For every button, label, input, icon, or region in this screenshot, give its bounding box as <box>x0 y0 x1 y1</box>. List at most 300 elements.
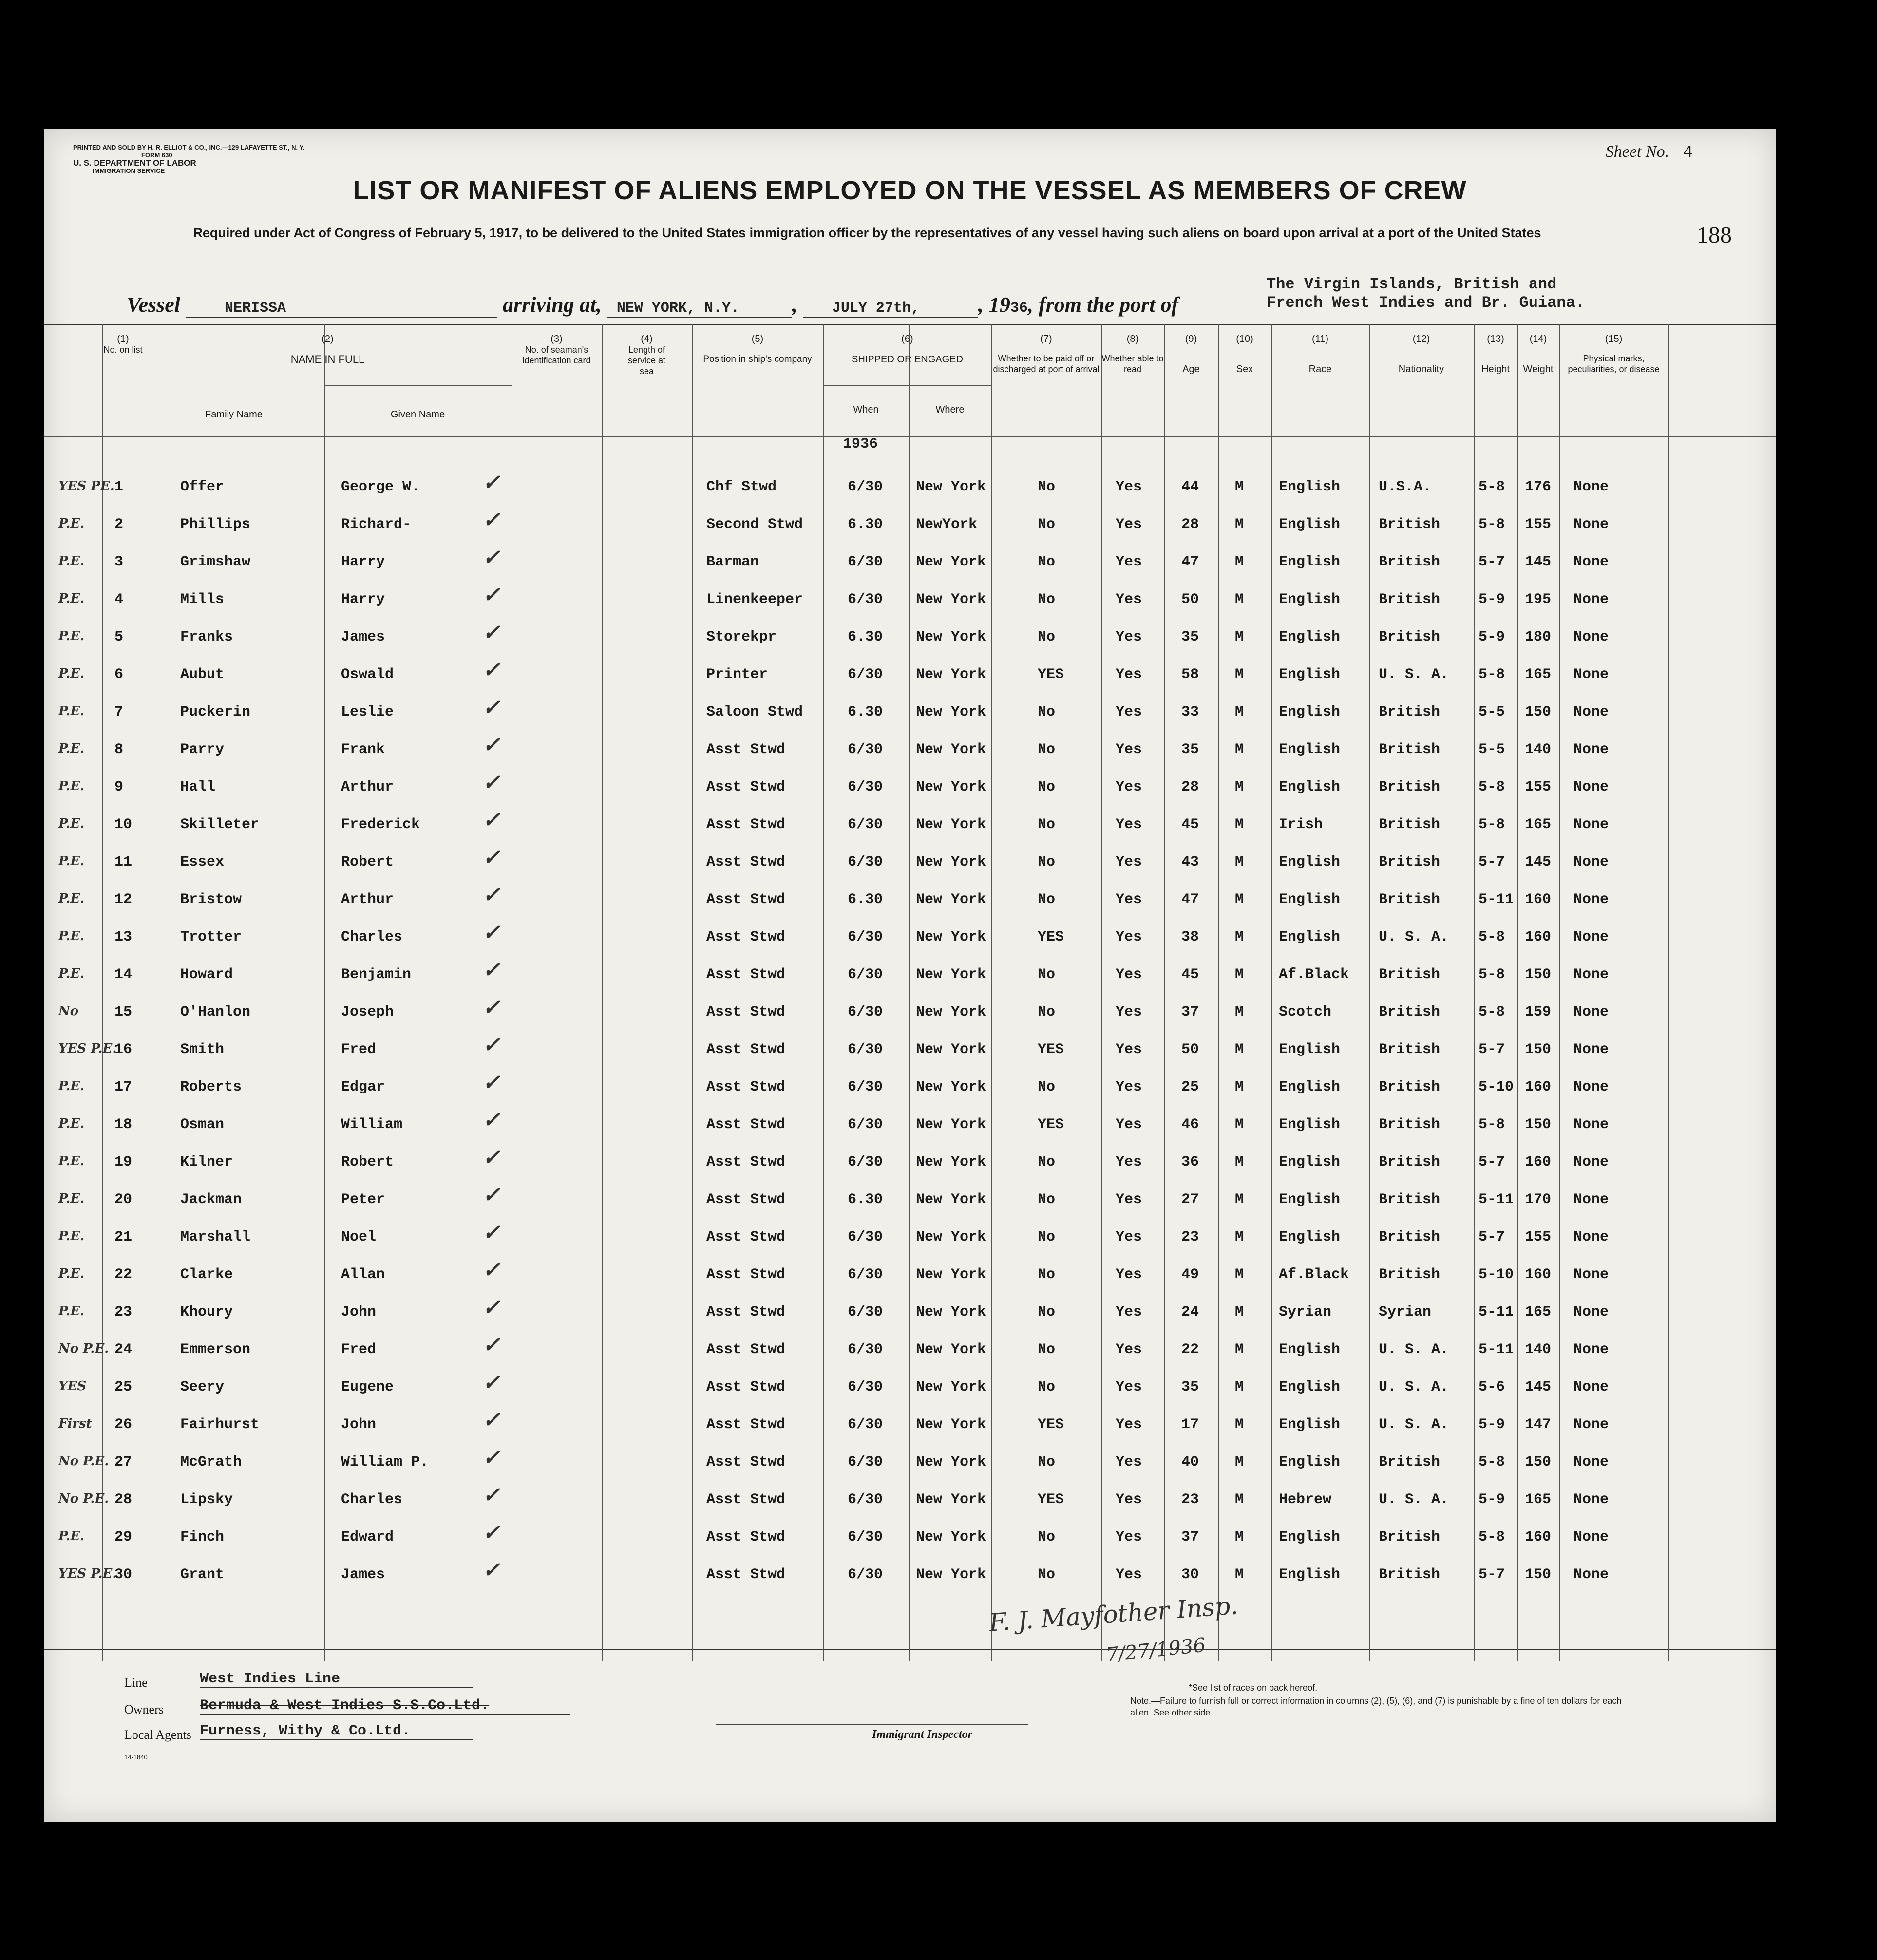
cell-family: Lipsky <box>180 1491 233 1508</box>
cell-mark: P.E. <box>58 666 85 681</box>
cell-race: English <box>1279 741 1341 758</box>
table-row <box>44 1408 1776 1445</box>
cell-nationality: British <box>1379 1004 1441 1020</box>
cell-mark: P.E. <box>58 1304 85 1319</box>
cell-marks: None <box>1574 966 1609 983</box>
cell-sex: M <box>1235 1341 1244 1358</box>
cell-sex: M <box>1235 854 1244 870</box>
cell-where: New York <box>916 1154 986 1170</box>
check-mark-icon: ✓ <box>482 1333 500 1357</box>
cell-family: Roberts <box>180 1079 242 1095</box>
cell-position: Asst Stwd <box>706 1191 786 1208</box>
cell-mark: P.E. <box>58 1116 85 1131</box>
cell-when: 6.30 <box>848 1191 883 1208</box>
line-value: West Indies Line <box>200 1671 473 1688</box>
check-mark-icon: ✓ <box>482 1408 500 1432</box>
cell-race: Irish <box>1279 816 1323 833</box>
table-row <box>44 1370 1776 1407</box>
table-top-rule <box>44 324 1776 325</box>
check-mark-icon: ✓ <box>482 620 500 645</box>
cell-position: Asst Stwd <box>706 1529 786 1545</box>
sheet-value: 4 <box>1683 144 1693 162</box>
cell-race: English <box>1279 1341 1341 1358</box>
cell-age: 35 <box>1181 629 1199 645</box>
cell-family: Grimshaw <box>180 554 251 570</box>
from-port-line2: French West Indies and Br. Guiana. <box>1267 294 1585 312</box>
cell-sex: M <box>1235 1191 1244 1208</box>
cell-mark: No P.E. <box>58 1454 109 1469</box>
cell-mark: P.E. <box>58 704 85 718</box>
cell-mark: P.E. <box>58 1266 85 1281</box>
cell-read: Yes <box>1116 1004 1142 1020</box>
cell-mark: No P.E. <box>58 1491 109 1506</box>
cell-weight: 145 <box>1525 1379 1552 1395</box>
table-row <box>44 1333 1776 1370</box>
cell-paid: No <box>1038 816 1056 833</box>
cell-where: New York <box>916 741 986 758</box>
cell-mark: No P.E. <box>58 1341 109 1356</box>
cell-no: 2 <box>114 516 124 533</box>
cell-where: New York <box>916 1304 986 1320</box>
cell-marks: None <box>1574 1491 1609 1508</box>
cell-read: Yes <box>1116 1416 1142 1433</box>
shipped-subrule <box>823 385 991 386</box>
cell-mark: YES P.E. <box>58 1566 117 1581</box>
cell-family: Aubut <box>180 666 225 683</box>
check-mark-icon: ✓ <box>482 1145 500 1170</box>
cell-when: 6.30 <box>848 704 883 720</box>
cell-marks: None <box>1574 1529 1609 1545</box>
cell-nationality: British <box>1379 779 1441 795</box>
cell-race: English <box>1279 1041 1341 1058</box>
cell-where: New York <box>916 1529 986 1545</box>
cell-nationality: British <box>1379 1116 1441 1133</box>
cell-given: Harry <box>341 591 385 608</box>
cell-family: Grant <box>180 1566 225 1583</box>
cell-weight: 155 <box>1525 516 1552 533</box>
col-7-header: (7) Whether to be paid off or discharged at port of arrival <box>993 334 1100 374</box>
cell-where: New York <box>916 854 986 870</box>
cell-height: 5-10 <box>1479 1266 1514 1283</box>
cell-sex: M <box>1235 1491 1244 1508</box>
cell-when: 6/30 <box>848 1004 883 1020</box>
cell-height: 5-9 <box>1479 1416 1505 1433</box>
agents-value: Furness, Withy & Co.Ltd. <box>200 1723 473 1740</box>
cell-mark: P.E. <box>58 741 85 756</box>
cell-position: Barman <box>706 554 759 570</box>
cell-when: 6/30 <box>848 591 883 608</box>
cell-mark: P.E. <box>58 779 85 793</box>
check-mark-icon: ✓ <box>482 1370 500 1395</box>
cell-position: Printer <box>706 666 768 683</box>
cell-family: Franks <box>180 629 233 645</box>
cell-mark: P.E. <box>58 966 85 981</box>
cell-where: New York <box>916 1266 986 1283</box>
cell-family: Emmerson <box>180 1341 251 1358</box>
cell-age: 35 <box>1181 1379 1199 1395</box>
cell-given: William <box>341 1116 403 1133</box>
col-2-header: (2) NAME IN FULL <box>290 334 365 365</box>
cell-read: Yes <box>1116 1116 1142 1133</box>
cell-marks: None <box>1574 779 1609 795</box>
cell-no: 25 <box>114 1379 133 1395</box>
cell-marks: None <box>1574 516 1609 533</box>
cell-read: Yes <box>1116 666 1142 683</box>
check-mark-icon: ✓ <box>482 695 500 720</box>
cell-read: Yes <box>1116 1079 1142 1095</box>
cell-mark: P.E. <box>58 1079 85 1093</box>
cell-where: New York <box>916 704 986 720</box>
cell-height: 5-9 <box>1479 591 1505 608</box>
cell-race: English <box>1279 929 1341 945</box>
cell-age: 23 <box>1181 1229 1199 1245</box>
cell-marks: None <box>1574 816 1609 833</box>
cell-family: Marshall <box>180 1229 251 1245</box>
cell-no: 9 <box>114 779 124 795</box>
cell-where: New York <box>916 1341 986 1358</box>
cell-given: Frederick <box>341 816 420 833</box>
cell-read: Yes <box>1116 629 1142 645</box>
cell-where: New York <box>916 966 986 983</box>
cell-race: English <box>1279 554 1341 570</box>
cell-when: 6/30 <box>848 1229 883 1245</box>
cell-paid: No <box>1038 1154 1056 1170</box>
cell-no: 21 <box>114 1229 133 1245</box>
cell-weight: 147 <box>1525 1416 1552 1433</box>
cell-when: 6/30 <box>848 1416 883 1433</box>
cell-mark: YES P.E. <box>58 1041 117 1056</box>
cell-weight: 145 <box>1525 554 1552 570</box>
table-row <box>44 1258 1776 1295</box>
cell-family: Mills <box>180 591 225 608</box>
cell-marks: None <box>1574 1079 1609 1095</box>
cell-when: 6/30 <box>848 1154 883 1170</box>
cell-when: 6.30 <box>848 629 883 645</box>
cell-height: 5-11 <box>1479 1191 1514 1208</box>
cell-height: 5-8 <box>1479 1529 1505 1545</box>
cell-position: Asst Stwd <box>706 1004 786 1020</box>
col-8-header: (8) Whether able to read <box>1101 334 1164 374</box>
cell-no: 29 <box>114 1529 133 1545</box>
cell-sex: M <box>1235 1116 1244 1133</box>
cell-weight: 150 <box>1525 1116 1552 1133</box>
cell-position: Asst Stwd <box>706 1154 786 1170</box>
cell-where: New York <box>916 1379 986 1395</box>
cell-given: William P. <box>341 1454 429 1470</box>
cell-paid: No <box>1038 591 1056 608</box>
cell-when: 6/30 <box>848 1041 883 1058</box>
cell-where: New York <box>916 929 986 945</box>
cell-when: 6/30 <box>848 1304 883 1320</box>
cell-where: New York <box>916 816 986 833</box>
cell-paid: No <box>1038 891 1056 908</box>
cell-race: English <box>1279 704 1341 720</box>
cell-weight: 140 <box>1525 1341 1552 1358</box>
cell-age: 47 <box>1181 891 1199 908</box>
cell-sex: M <box>1235 591 1244 608</box>
cell-no: 5 <box>114 629 124 645</box>
cell-weight: 159 <box>1525 1004 1552 1020</box>
cell-read: Yes <box>1116 591 1142 608</box>
cell-where: NewYork <box>916 516 978 533</box>
cell-weight: 150 <box>1525 1566 1552 1583</box>
cell-read: Yes <box>1116 1566 1142 1583</box>
race-note: *See list of races on back hereof. <box>1189 1683 1318 1693</box>
cell-marks: None <box>1574 629 1609 645</box>
cell-read: Yes <box>1116 891 1142 908</box>
subtitle: Required under Act of Congress of February 5, 1917, to be delivered to the United States immigration officer by the representatives of any vessel having such aliens on board upon arrival at a port of the United States <box>193 226 1541 240</box>
table-row <box>44 1558 1776 1595</box>
table-row <box>44 1295 1776 1332</box>
cell-race: English <box>1279 891 1341 908</box>
table-row <box>44 658 1776 695</box>
check-mark-icon: ✓ <box>482 1295 500 1320</box>
cell-sex: M <box>1235 1529 1244 1545</box>
cell-no: 16 <box>114 1041 133 1058</box>
cell-race: Af.Black <box>1279 1266 1349 1283</box>
cell-weight: 160 <box>1525 1266 1552 1283</box>
col-1-header: (1) No. on list <box>103 334 143 355</box>
cell-no: 12 <box>114 891 133 908</box>
cell-no: 19 <box>114 1154 133 1170</box>
table-row <box>44 470 1776 507</box>
cell-position: Asst Stwd <box>706 1379 786 1395</box>
cell-race: English <box>1279 779 1341 795</box>
check-mark-icon: ✓ <box>482 733 500 757</box>
cell-where: New York <box>916 1004 986 1020</box>
check-mark-icon: ✓ <box>482 883 500 907</box>
cell-age: 45 <box>1181 966 1199 983</box>
cell-race: English <box>1279 516 1341 533</box>
cell-read: Yes <box>1116 1341 1142 1358</box>
cell-no: 18 <box>114 1116 133 1133</box>
cell-where: New York <box>916 1454 986 1470</box>
cell-no: 11 <box>114 854 133 870</box>
cell-position: Asst Stwd <box>706 1566 786 1583</box>
cell-age: 50 <box>1181 591 1199 608</box>
check-mark-icon: ✓ <box>482 658 500 682</box>
cell-family: Offer <box>180 479 225 495</box>
when-header: When <box>853 404 879 415</box>
cell-position: Asst Stwd <box>706 1454 786 1470</box>
given-name-header: Given Name <box>390 409 445 420</box>
cell-read: Yes <box>1116 854 1142 870</box>
vessel-line: Vessel NERISSA arriving at, NEW YORK, N.Y. , JULY 27th, , 1936, from the port of <box>127 293 1179 317</box>
page-title: LIST OR MANIFEST OF ALIENS EMPLOYED ON THE VESSEL AS MEMBERS OF CREW <box>353 176 1467 205</box>
cell-race: English <box>1279 479 1341 495</box>
cell-position: Asst Stwd <box>706 854 786 870</box>
col-12-header: (12) Nationality <box>1398 334 1444 375</box>
cell-nationality: British <box>1379 1041 1441 1058</box>
page-number: 188 <box>1697 222 1732 248</box>
cell-no: 26 <box>114 1416 133 1433</box>
cell-paid: No <box>1038 966 1056 983</box>
cell-age: 46 <box>1181 1116 1199 1133</box>
cell-no: 4 <box>114 591 124 608</box>
check-mark-icon: ✓ <box>482 470 500 495</box>
cell-weight: 160 <box>1525 891 1552 908</box>
cell-sex: M <box>1235 779 1244 795</box>
cell-mark: P.E. <box>58 854 85 868</box>
inspector-signature-line <box>716 1724 1028 1725</box>
cell-sex: M <box>1235 1079 1244 1095</box>
cell-no: 22 <box>114 1266 133 1283</box>
cell-height: 5-6 <box>1479 1379 1505 1395</box>
cell-weight: 150 <box>1525 1041 1552 1058</box>
cell-nationality: British <box>1379 854 1441 870</box>
table-row <box>44 1445 1776 1482</box>
cell-race: English <box>1279 854 1341 870</box>
cell-race: English <box>1279 1079 1341 1095</box>
cell-height: 5-7 <box>1479 854 1505 870</box>
cell-read: Yes <box>1116 1154 1142 1170</box>
cell-when: 6/30 <box>848 854 883 870</box>
cell-family: Seery <box>180 1379 225 1395</box>
cell-height: 5-8 <box>1479 779 1505 795</box>
cell-nationality: British <box>1379 816 1441 833</box>
cell-paid: No <box>1038 779 1056 795</box>
cell-no: 17 <box>114 1079 133 1095</box>
cell-sex: M <box>1235 891 1244 908</box>
table-row <box>44 1520 1776 1557</box>
cell-where: New York <box>916 1566 986 1583</box>
year-prefix: 19 <box>988 293 1010 317</box>
col-15-header: (15) Physical marks, peculiarities, or disease <box>1568 334 1660 374</box>
cell-position: Storekpr <box>706 629 777 645</box>
cell-nationality: U. S. A. <box>1379 1341 1449 1358</box>
table-row <box>44 583 1776 620</box>
cell-nationality: British <box>1379 891 1441 908</box>
cell-mark: P.E. <box>58 629 85 643</box>
cell-race: English <box>1279 666 1341 683</box>
cell-weight: 150 <box>1525 1454 1552 1470</box>
col-6-header: (6) SHIPPED OR ENGAGED <box>852 334 963 365</box>
cell-height: 5-9 <box>1479 629 1505 645</box>
cell-height: 5-7 <box>1479 1041 1505 1058</box>
cell-marks: None <box>1574 554 1609 570</box>
cell-no: 10 <box>114 816 133 833</box>
cell-paid: No <box>1038 1529 1056 1545</box>
cell-paid: No <box>1038 854 1056 870</box>
check-mark-icon: ✓ <box>482 583 500 607</box>
check-mark-icon: ✓ <box>482 845 500 870</box>
cell-sex: M <box>1235 816 1244 833</box>
cell-height: 5-7 <box>1479 1566 1505 1583</box>
cell-given: Arthur <box>341 779 394 795</box>
cell-paid: No <box>1038 1229 1056 1245</box>
table-row <box>44 770 1776 807</box>
cell-sex: M <box>1235 741 1244 758</box>
cell-family: Osman <box>180 1116 225 1133</box>
cell-weight: 150 <box>1525 966 1552 983</box>
cell-marks: None <box>1574 854 1609 870</box>
cell-where: New York <box>916 629 986 645</box>
table-row <box>44 958 1776 995</box>
cell-given: Eugene <box>341 1379 394 1395</box>
cell-weight: 155 <box>1525 1229 1552 1245</box>
cell-mark: P.E. <box>58 929 85 943</box>
cell-height: 5-8 <box>1479 966 1505 983</box>
cell-given: John <box>341 1416 377 1433</box>
cell-when: 6/30 <box>848 779 883 795</box>
check-mark-icon: ✓ <box>482 1070 500 1095</box>
cell-position: Asst Stwd <box>706 816 786 833</box>
cell-paid: No <box>1038 741 1056 758</box>
cell-where: New York <box>916 1229 986 1245</box>
cell-marks: None <box>1574 1041 1609 1058</box>
cell-marks: None <box>1574 929 1609 945</box>
cell-height: 5-11 <box>1479 1341 1514 1358</box>
cell-sex: M <box>1235 554 1244 570</box>
cell-where: New York <box>916 1116 986 1133</box>
cell-family: Smith <box>180 1041 225 1058</box>
cell-when: 6/30 <box>848 1454 883 1470</box>
cell-weight: 165 <box>1525 666 1552 683</box>
cell-when: 6/30 <box>848 554 883 570</box>
cell-position: Asst Stwd <box>706 891 786 908</box>
cell-height: 5-7 <box>1479 1154 1505 1170</box>
cell-position: Asst Stwd <box>706 741 786 758</box>
table-row <box>44 845 1776 882</box>
cell-mark: P.E. <box>58 1191 85 1206</box>
cell-given: Oswald <box>341 666 394 683</box>
cell-when: 6/30 <box>848 966 883 983</box>
check-mark-icon: ✓ <box>482 1108 500 1132</box>
cell-height: 5-5 <box>1479 704 1505 720</box>
cell-sex: M <box>1235 629 1244 645</box>
cell-weight: 170 <box>1525 1191 1552 1208</box>
cell-paid: No <box>1038 629 1056 645</box>
cell-sex: M <box>1235 1154 1244 1170</box>
check-mark-icon: ✓ <box>482 1483 500 1508</box>
cell-when: 6/30 <box>848 1529 883 1545</box>
cell-paid: YES <box>1038 1491 1064 1508</box>
cell-no: 27 <box>114 1454 133 1470</box>
cell-age: 28 <box>1181 779 1199 795</box>
cell-family: Howard <box>180 966 233 983</box>
cell-marks: None <box>1574 666 1609 683</box>
check-mark-icon: ✓ <box>482 508 500 532</box>
cell-marks: None <box>1574 591 1609 608</box>
cell-weight: 160 <box>1525 1154 1552 1170</box>
cell-sex: M <box>1235 704 1244 720</box>
table-row <box>44 620 1776 657</box>
check-mark-icon: ✓ <box>482 995 500 1020</box>
cell-given: Benjamin <box>341 966 412 983</box>
cell-height: 5-8 <box>1479 1116 1505 1133</box>
cell-race: Af.Black <box>1279 966 1349 983</box>
cell-position: Asst Stwd <box>706 1079 786 1095</box>
cell-nationality: British <box>1379 1266 1441 1283</box>
cell-given: John <box>341 1304 377 1320</box>
cell-weight: 160 <box>1525 1529 1552 1545</box>
service: IMMIGRATION SERVICE <box>93 167 165 174</box>
cell-position: Chf Stwd <box>706 479 777 495</box>
cell-no: 8 <box>114 741 124 758</box>
cell-age: 44 <box>1181 479 1199 495</box>
cell-given: James <box>341 1566 385 1583</box>
cell-position: Asst Stwd <box>706 1416 786 1433</box>
cell-nationality: U.S.A. <box>1379 479 1432 495</box>
from-port <box>1267 275 1656 312</box>
cell-given: Charles <box>341 1491 403 1508</box>
cell-paid: No <box>1038 1379 1056 1395</box>
cell-race: English <box>1279 1416 1341 1433</box>
cell-given: Charles <box>341 929 403 945</box>
cell-family: Hall <box>180 779 216 795</box>
cell-height: 5-11 <box>1479 1304 1514 1320</box>
cell-nationality: British <box>1379 1454 1441 1470</box>
